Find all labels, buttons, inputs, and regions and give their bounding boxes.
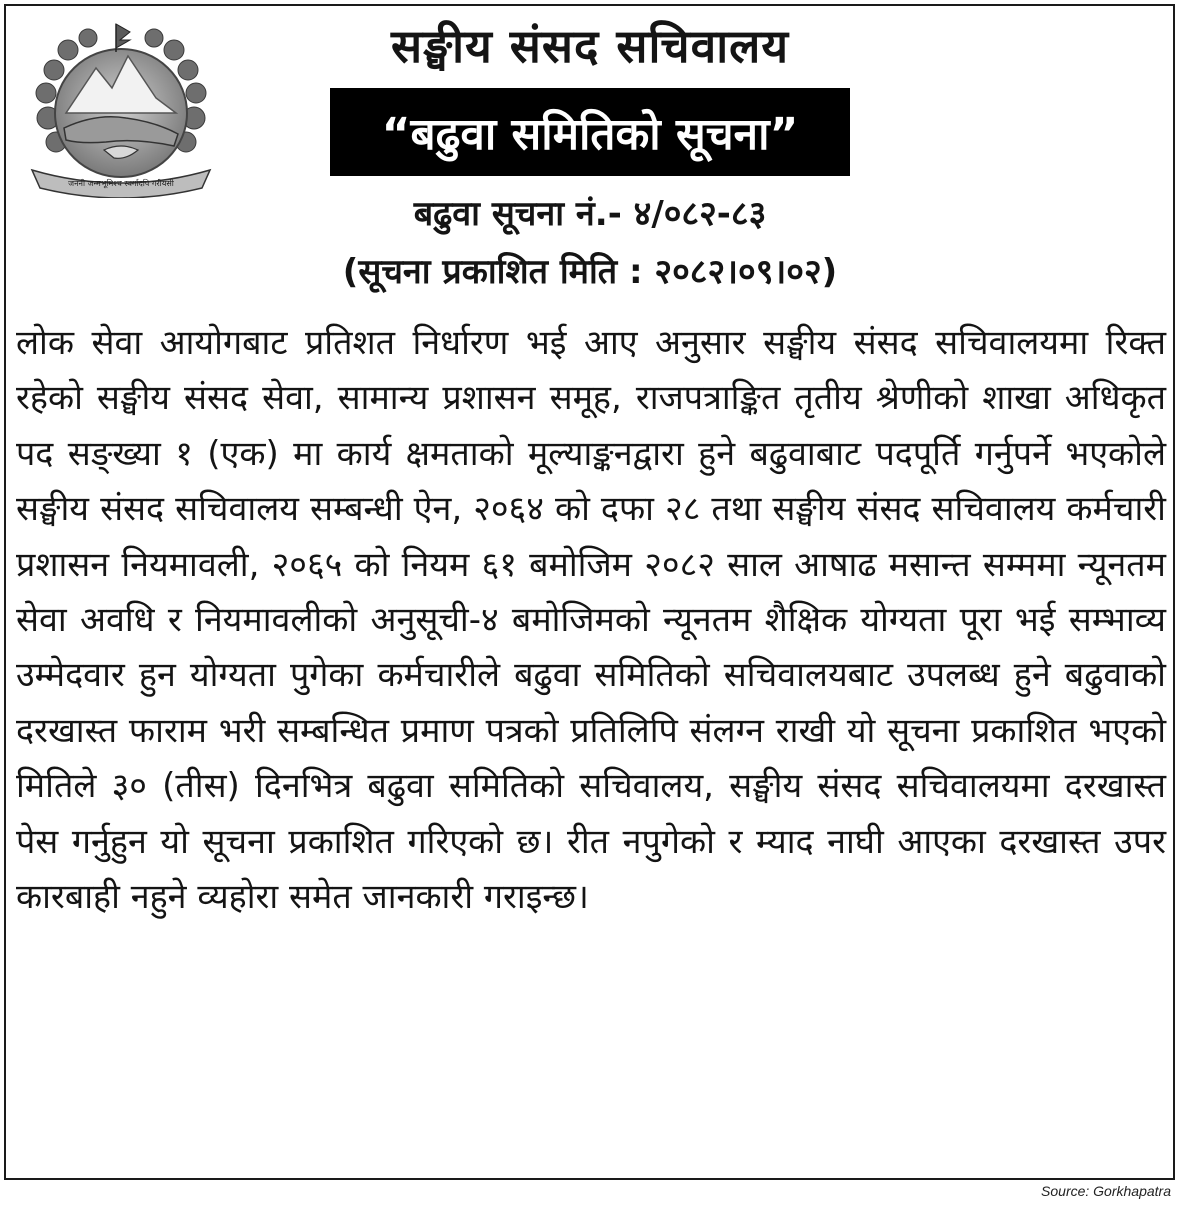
nepal-coat-of-arms-icon [26,18,216,198]
source-credit: Source: Gorkhapatra [1041,1183,1171,1199]
page-title: सङ्घीय संसद सचिवालय [390,19,790,73]
banner-text: “बढुवा समितिको सूचना” [381,109,799,160]
emblem-motto: जननी जन्मभूमिश्च स्वर्गादपि गरीयसी [68,179,174,188]
notice-number: बढुवा सूचना नं.- ४/०८२-८३ [413,194,767,234]
notice-banner [330,88,850,176]
publication-date: (सूचना प्रकाशित मिति : २०८२।०९।०२) [342,252,838,292]
notice-body: लोक सेवा आयोगबाट प्रतिशत निर्धारण भई आए अनुसार सङ्घीय संसद सचिवालयमा रिक्त रहेको सङ्घीय संसद सेवा, सामान्य प्रशासन समूह, राजपत्राङ्कित तृतीय श्रेणीको शाखा अधिकृत पद सङ्ख्या १ (एक) मा कार्य क्षमताको मूल्याङ्कनद्वारा हुने बढुवाबाट पदपूर्ति गर्नुपर्ने भएकोले सङ्घीय संसद सचिवालय सम्बन्धी ऐन, २०६४ को दफा २८ तथा सङ्घीय संसद सचिवालय कर्मचारी प्रशासन नियमावली, २०६५ को नियम ६१ बमोजिम २०८२ साल आषाढ मसान्त सम्ममा न्यूनतम सेवा अवधि र नियमावलीको अनुसूची-४ बमोजिमको न्यूनतम शैक्षिक योग्यता पूरा भई सम्भाव्य उम्मेदवार हुन योग्यता पुगेका कर्मचारीले बढुवा समितिको सचिवालयबाट उपलब्ध हुने बढुवाको दरखास्त फाराम भरी सम्बन्धित प्रमाण पत्रको प्रतिलिपि संलग्न राखी यो सूचना प्रकाशित भएको मितिले ३० (तीस) दिनभित्र बढुवा समितिको सचिवालय, सङ्घीय संसद सचिवालयमा दरखास्त पेस गर्नुहुन यो सूचना प्रकाशित गरिएको छ। रीत नपुगेको र म्याद नाघी आएका दरखास्त उपर कारबाही नहुने व्यहोरा समेत जानकारी गराइन्छ। [16,323,1166,918]
